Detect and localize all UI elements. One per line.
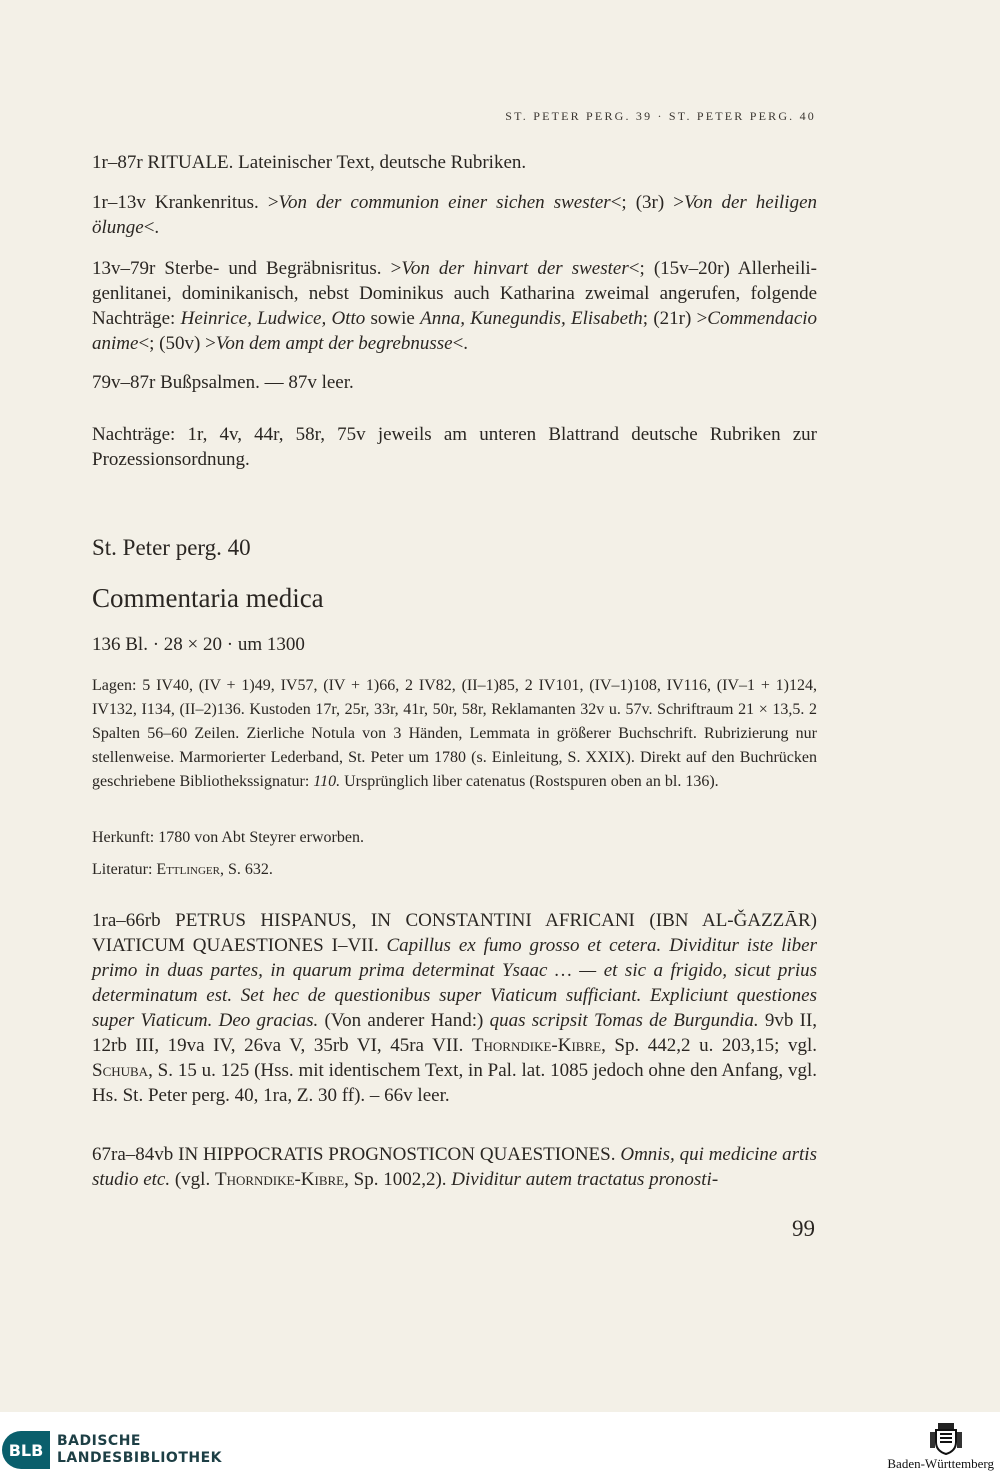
page-number: 99 (792, 1216, 815, 1241)
provenance-line: Herkunft: 1780 von Abt Steyrer erworben. (92, 829, 364, 846)
codicology-paragraph: Lagen: 5 IV40, (IV + 1)49, IV57, (IV + 1)66, 2 IV82, (II–1)85, 2 IV101, (IV–1)108, IV116, (IV–1 + 1)124, IV132, I134, (II–2)136. Kustoden 17r, 25r, 33r, 41r, 50r, 58r, Reklamanten 32v u. 57v. Schriftraum 21 × 13,5. 2 Spalten 56–60 Zeilen. Zierliche Notula von 3 Händen, Lemmata in größerer Buchschrift. Rubrizierung nur stellenweise. Marmorierter Lederband, St. Peter um 1780 (s. Einleitung, S. XXIX). Direkt auf den Buchrücken geschriebene Bibliothekssignatur: 110. Ursprünglich liber catenatus (Rostspuren oben an bl. 136). (92, 677, 817, 790)
entry39-nachtraege: Nachträge: 1r, 4v, 44r, 58r, 75v jeweils am unteren Blattrand deutsche Rubriken zur Prozessionsordnung. (92, 424, 817, 470)
item-petrus-hispanus: 1ra–66rb PETRUS HISPANUS, IN CONSTANTINI AFRICANI (IBN AL-ǦAZZĀR) VIATICUM QUAESTIONES I–VII. Capillus ex fumo grosso et cetera. Dividitur iste liber primo in duas partes, in quarum prima determinat Ysaac … — et sic a frigido, sicut prius determinatum est. Set hec de questionibus super Viaticum sufficiant. Expliciunt questiones super Viaticum. Deo gracias. (Von anderer Hand:) quas scripsit Tomas de Burgundia. 9vb II, 12rb III, 19va IV, 26va V, 35rb VI, 45ra VII. Thorndike-Kibre, Sp. 442,2 u. 203,15; vgl. Schuba, S. 15 u. 125 (Hss. mit identischem Text, in Pal. lat. 1085 jedoch ohne den Anfang, vgl. Hs. St. Peter perg. 40, 1ra, Z. 30 ff). – 66v leer. (92, 910, 818, 1106)
literature-line: Literatur: Ettlinger, S. 632. (92, 861, 273, 878)
blb-logo[interactable]: BLB (2, 1431, 50, 1469)
coat-of-arms-icon (926, 1421, 966, 1455)
item-hippocrates: 67ra–84vb IN HIPPOCRATIS PROGNOSTICON QUAESTIONES. Omnis, qui medicine artis studio etc. (vgl. Thorndike-Kibre, Sp. 1002,2). Dividitur autem tractatus pronosti- (92, 1144, 817, 1190)
state-label: Baden-Württemberg (887, 1456, 994, 1471)
entry39-rituale: 1r–87r RITUALE. Lateinischer Text, deutsche Rubriken. (92, 152, 527, 173)
work-title: Commentaria medica (92, 583, 324, 613)
entry39-begraebnisritus: 13v–79r Sterbe- und Begräbnisritus. >Von der hinvart der swester<; (15v–20r) Allerheiligenlitanei, dominikanisch, nebst Dominikus auch Katharina zweimal angerufen, folgende Nachträge: Heinrice, Ludwice, Otto sowie Anna, Kunegundis, Elisabeth; (21r) >Commendacio anime<; (50v) >Von dem ampt der begrebnusse<. (92, 258, 818, 354)
running-head: ST. PETER PERG. 39 · ST. PETER PERG. 40 (505, 109, 816, 123)
entry39-busspsalmen: 79v–87r Bußpsalmen. — 87v leer. (92, 372, 354, 393)
physical-description: 136 Bl. · 28 × 20 · um 1300 (92, 634, 305, 655)
entry39-krankenritus: 1r–13v Krankenritus. >Von der communion einer sichen swester<; (3r) >Von der heiligen ölunge<. (92, 192, 818, 238)
shelfmark-heading: St. Peter perg. 40 (92, 535, 251, 560)
library-name: BADISCHE LANDESBIBLIOTHEK (57, 1433, 223, 1466)
